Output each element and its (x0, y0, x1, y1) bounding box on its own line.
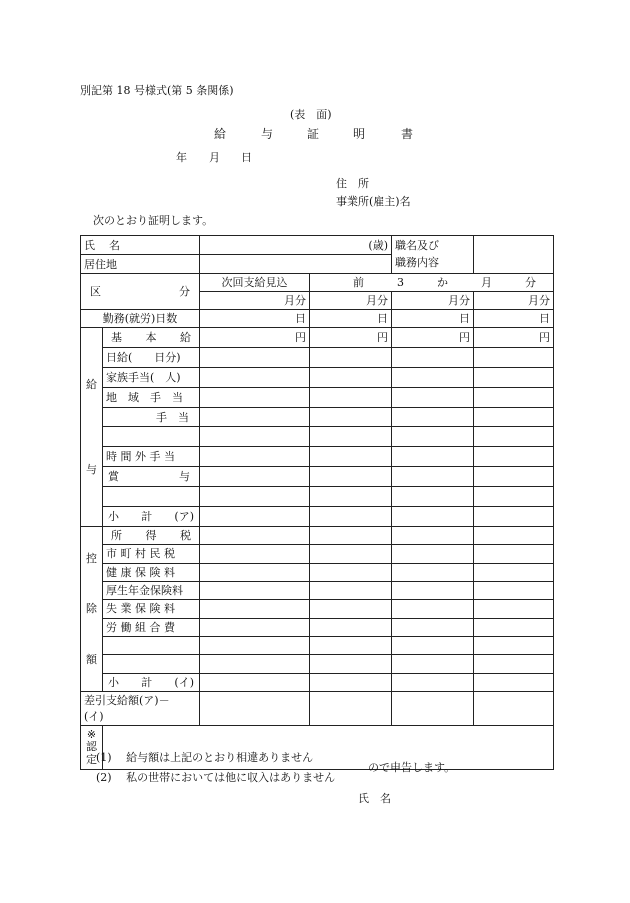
date-day-label: 日 (241, 151, 252, 164)
title-char: 与 (261, 127, 274, 141)
net-pay-label: 差引支給額(ア)－ (イ) (81, 692, 200, 726)
deduction-row-label[interactable] (103, 655, 200, 673)
amount-cell[interactable] (310, 636, 392, 654)
document-title (0, 128, 630, 142)
amount-cell[interactable] (200, 347, 310, 367)
amount-cell[interactable] (392, 487, 474, 507)
amount-cell[interactable] (474, 427, 554, 447)
title-char: 証 (307, 127, 320, 141)
pay-section-label: 給 与 (81, 328, 103, 527)
pay-row-label: 時 間 外 手 当 (103, 447, 200, 467)
amount-cell[interactable] (310, 527, 392, 545)
title-char: 明 (353, 127, 366, 141)
workdays-label: 勤務(就労)日数 (81, 310, 200, 328)
amount-cell[interactable] (200, 387, 310, 407)
position-field[interactable] (474, 236, 554, 274)
deduction-row-label: 失 業 保 険 料 (103, 600, 200, 618)
amount-cell[interactable] (200, 427, 310, 447)
day-unit[interactable]: 日 (310, 310, 392, 328)
title-char: 給 (214, 127, 227, 141)
month-unit[interactable]: 月分 (310, 292, 392, 310)
amount-cell[interactable] (310, 507, 392, 527)
pay-row-label[interactable] (103, 487, 200, 507)
yen-unit[interactable]: 円 (392, 328, 474, 348)
amount-cell[interactable] (474, 527, 554, 545)
pay-row-label: 家族手当( 人) (103, 367, 200, 387)
date-year-label: 年 (176, 151, 187, 164)
day-unit[interactable]: 日 (200, 310, 310, 328)
pay-row-label: 賞 与 (103, 467, 200, 487)
amount-cell[interactable] (392, 527, 474, 545)
deduction-row-label[interactable] (103, 636, 200, 654)
amount-cell[interactable] (310, 563, 392, 581)
amount-cell[interactable] (200, 655, 310, 673)
amount-cell[interactable] (310, 487, 392, 507)
residence-label-cell: 居住地 (81, 255, 200, 274)
yen-unit[interactable]: 円 (200, 328, 310, 348)
amount-cell[interactable] (310, 347, 392, 367)
amount-cell[interactable] (392, 600, 474, 618)
category-header: 区 分 (81, 274, 200, 310)
pay-row-label: 日給( 日分) (103, 347, 200, 367)
salary-certificate-table (80, 235, 554, 770)
form-reference: 別記第 18 号様式(第 5 条関係) (80, 84, 234, 97)
amount-cell[interactable] (474, 636, 554, 654)
yen-unit[interactable]: 円 (474, 328, 554, 348)
amount-cell[interactable] (200, 636, 310, 654)
amount-cell[interactable] (392, 563, 474, 581)
pay-row-label: 地 域 手 当 (103, 387, 200, 407)
amount-cell[interactable] (392, 581, 474, 599)
prev-3-months-header: 前 3 か 月 分 (310, 274, 554, 292)
amount-cell[interactable] (392, 347, 474, 367)
amount-cell[interactable] (392, 367, 474, 387)
amount-cell[interactable] (474, 447, 554, 467)
amount-cell[interactable] (310, 600, 392, 618)
amount-cell[interactable] (310, 367, 392, 387)
position-label-cell: 職名及び 職務内容 (392, 236, 474, 274)
approval-label: ※ 認 定 (81, 726, 103, 770)
amount-cell[interactable] (474, 618, 554, 636)
amount-cell[interactable] (310, 655, 392, 673)
residence-field[interactable] (200, 255, 392, 274)
amount-cell[interactable] (474, 507, 554, 527)
title-char: 書 (401, 127, 414, 141)
amount-cell[interactable] (392, 407, 474, 427)
amount-cell[interactable] (474, 545, 554, 563)
employer-label: 事業所(雇主)名 (336, 195, 411, 208)
amount-cell[interactable] (310, 581, 392, 599)
amount-cell[interactable] (310, 618, 392, 636)
deduction-row-label: 所 得 税 (103, 527, 200, 545)
amount-cell[interactable] (474, 692, 554, 726)
amount-cell[interactable] (392, 618, 474, 636)
declaration-1: (1) 給与額は上記のとおり相違ありません (96, 751, 314, 764)
deduction-row-label: 健 康 保 険 料 (103, 563, 200, 581)
pay-row-label[interactable] (103, 427, 200, 447)
amount-cell[interactable] (474, 367, 554, 387)
amount-cell[interactable] (392, 655, 474, 673)
amount-cell[interactable] (474, 655, 554, 673)
pay-subtotal-label: 小 計 (ア) (103, 507, 200, 527)
amount-cell[interactable] (200, 692, 310, 726)
amount-cell[interactable] (474, 467, 554, 487)
amount-cell[interactable] (200, 545, 310, 563)
amount-cell[interactable] (310, 407, 392, 427)
amount-cell[interactable] (392, 673, 474, 691)
date-month-label: 月 (209, 151, 220, 164)
amount-cell[interactable] (310, 447, 392, 467)
amount-cell[interactable] (474, 387, 554, 407)
amount-cell[interactable] (200, 447, 310, 467)
amount-cell[interactable] (310, 427, 392, 447)
age-unit: (歳) (368, 238, 388, 252)
amount-cell[interactable] (474, 600, 554, 618)
address-label: 住 所 (336, 177, 369, 190)
yen-unit[interactable]: 円 (310, 328, 392, 348)
pay-row-label: 手 当 (103, 407, 200, 427)
amount-cell[interactable] (310, 545, 392, 563)
deduction-row-label: 厚生年金保険料 (103, 581, 200, 599)
amount-cell[interactable] (474, 407, 554, 427)
amount-cell[interactable] (200, 407, 310, 427)
side-label: (表 面) (290, 108, 332, 121)
amount-cell[interactable] (392, 387, 474, 407)
date-line (0, 152, 630, 166)
pay-row-label: 基 本 給 (103, 328, 200, 348)
amount-cell[interactable] (392, 636, 474, 654)
amount-cell[interactable] (200, 507, 310, 527)
amount-cell[interactable] (200, 487, 310, 507)
amount-cell[interactable] (200, 600, 310, 618)
amount-cell[interactable] (310, 692, 392, 726)
day-unit[interactable]: 日 (474, 310, 554, 328)
amount-cell[interactable] (200, 581, 310, 599)
amount-cell[interactable] (200, 367, 310, 387)
amount-cell[interactable] (200, 673, 310, 691)
amount-cell[interactable] (474, 563, 554, 581)
amount-cell[interactable] (474, 581, 554, 599)
applicant-name-label: 氏 名 (358, 792, 391, 805)
amount-cell[interactable] (310, 387, 392, 407)
amount-cell[interactable] (200, 563, 310, 581)
intro-text: 次のとおり証明します。 (93, 214, 214, 227)
name-field[interactable] (200, 236, 392, 255)
month-unit[interactable]: 月分 (474, 292, 554, 310)
month-unit[interactable]: 月分 (200, 292, 310, 310)
next-pay-header: 次回支給見込 (200, 274, 310, 292)
deduction-subtotal-label: 小 計 (イ) (103, 673, 200, 691)
month-unit[interactable]: 月分 (392, 292, 474, 310)
amount-cell[interactable] (310, 467, 392, 487)
day-unit[interactable]: 日 (392, 310, 474, 328)
deduction-row-label: 労 働 組 合 費 (103, 618, 200, 636)
deduction-section-label: 控 除 額 (81, 527, 103, 692)
amount-cell[interactable] (200, 527, 310, 545)
amount-cell[interactable] (200, 467, 310, 487)
amount-cell[interactable] (474, 487, 554, 507)
name-label-cell: 氏 名 (81, 236, 200, 255)
amount-cell[interactable] (200, 618, 310, 636)
amount-cell[interactable] (392, 507, 474, 527)
amount-cell[interactable] (474, 347, 554, 367)
deduction-row-label: 市 町 村 民 税 (103, 545, 200, 563)
amount-cell[interactable] (474, 673, 554, 691)
declaration-2: (2) 私の世帯においては他に収入はありません (96, 771, 336, 784)
amount-cell[interactable] (392, 692, 474, 726)
amount-cell[interactable] (392, 545, 474, 563)
amount-cell[interactable] (392, 467, 474, 487)
declaration-suffix: ので申告します。 (368, 761, 456, 774)
amount-cell[interactable] (310, 673, 392, 691)
amount-cell[interactable] (392, 427, 474, 447)
amount-cell[interactable] (392, 447, 474, 467)
